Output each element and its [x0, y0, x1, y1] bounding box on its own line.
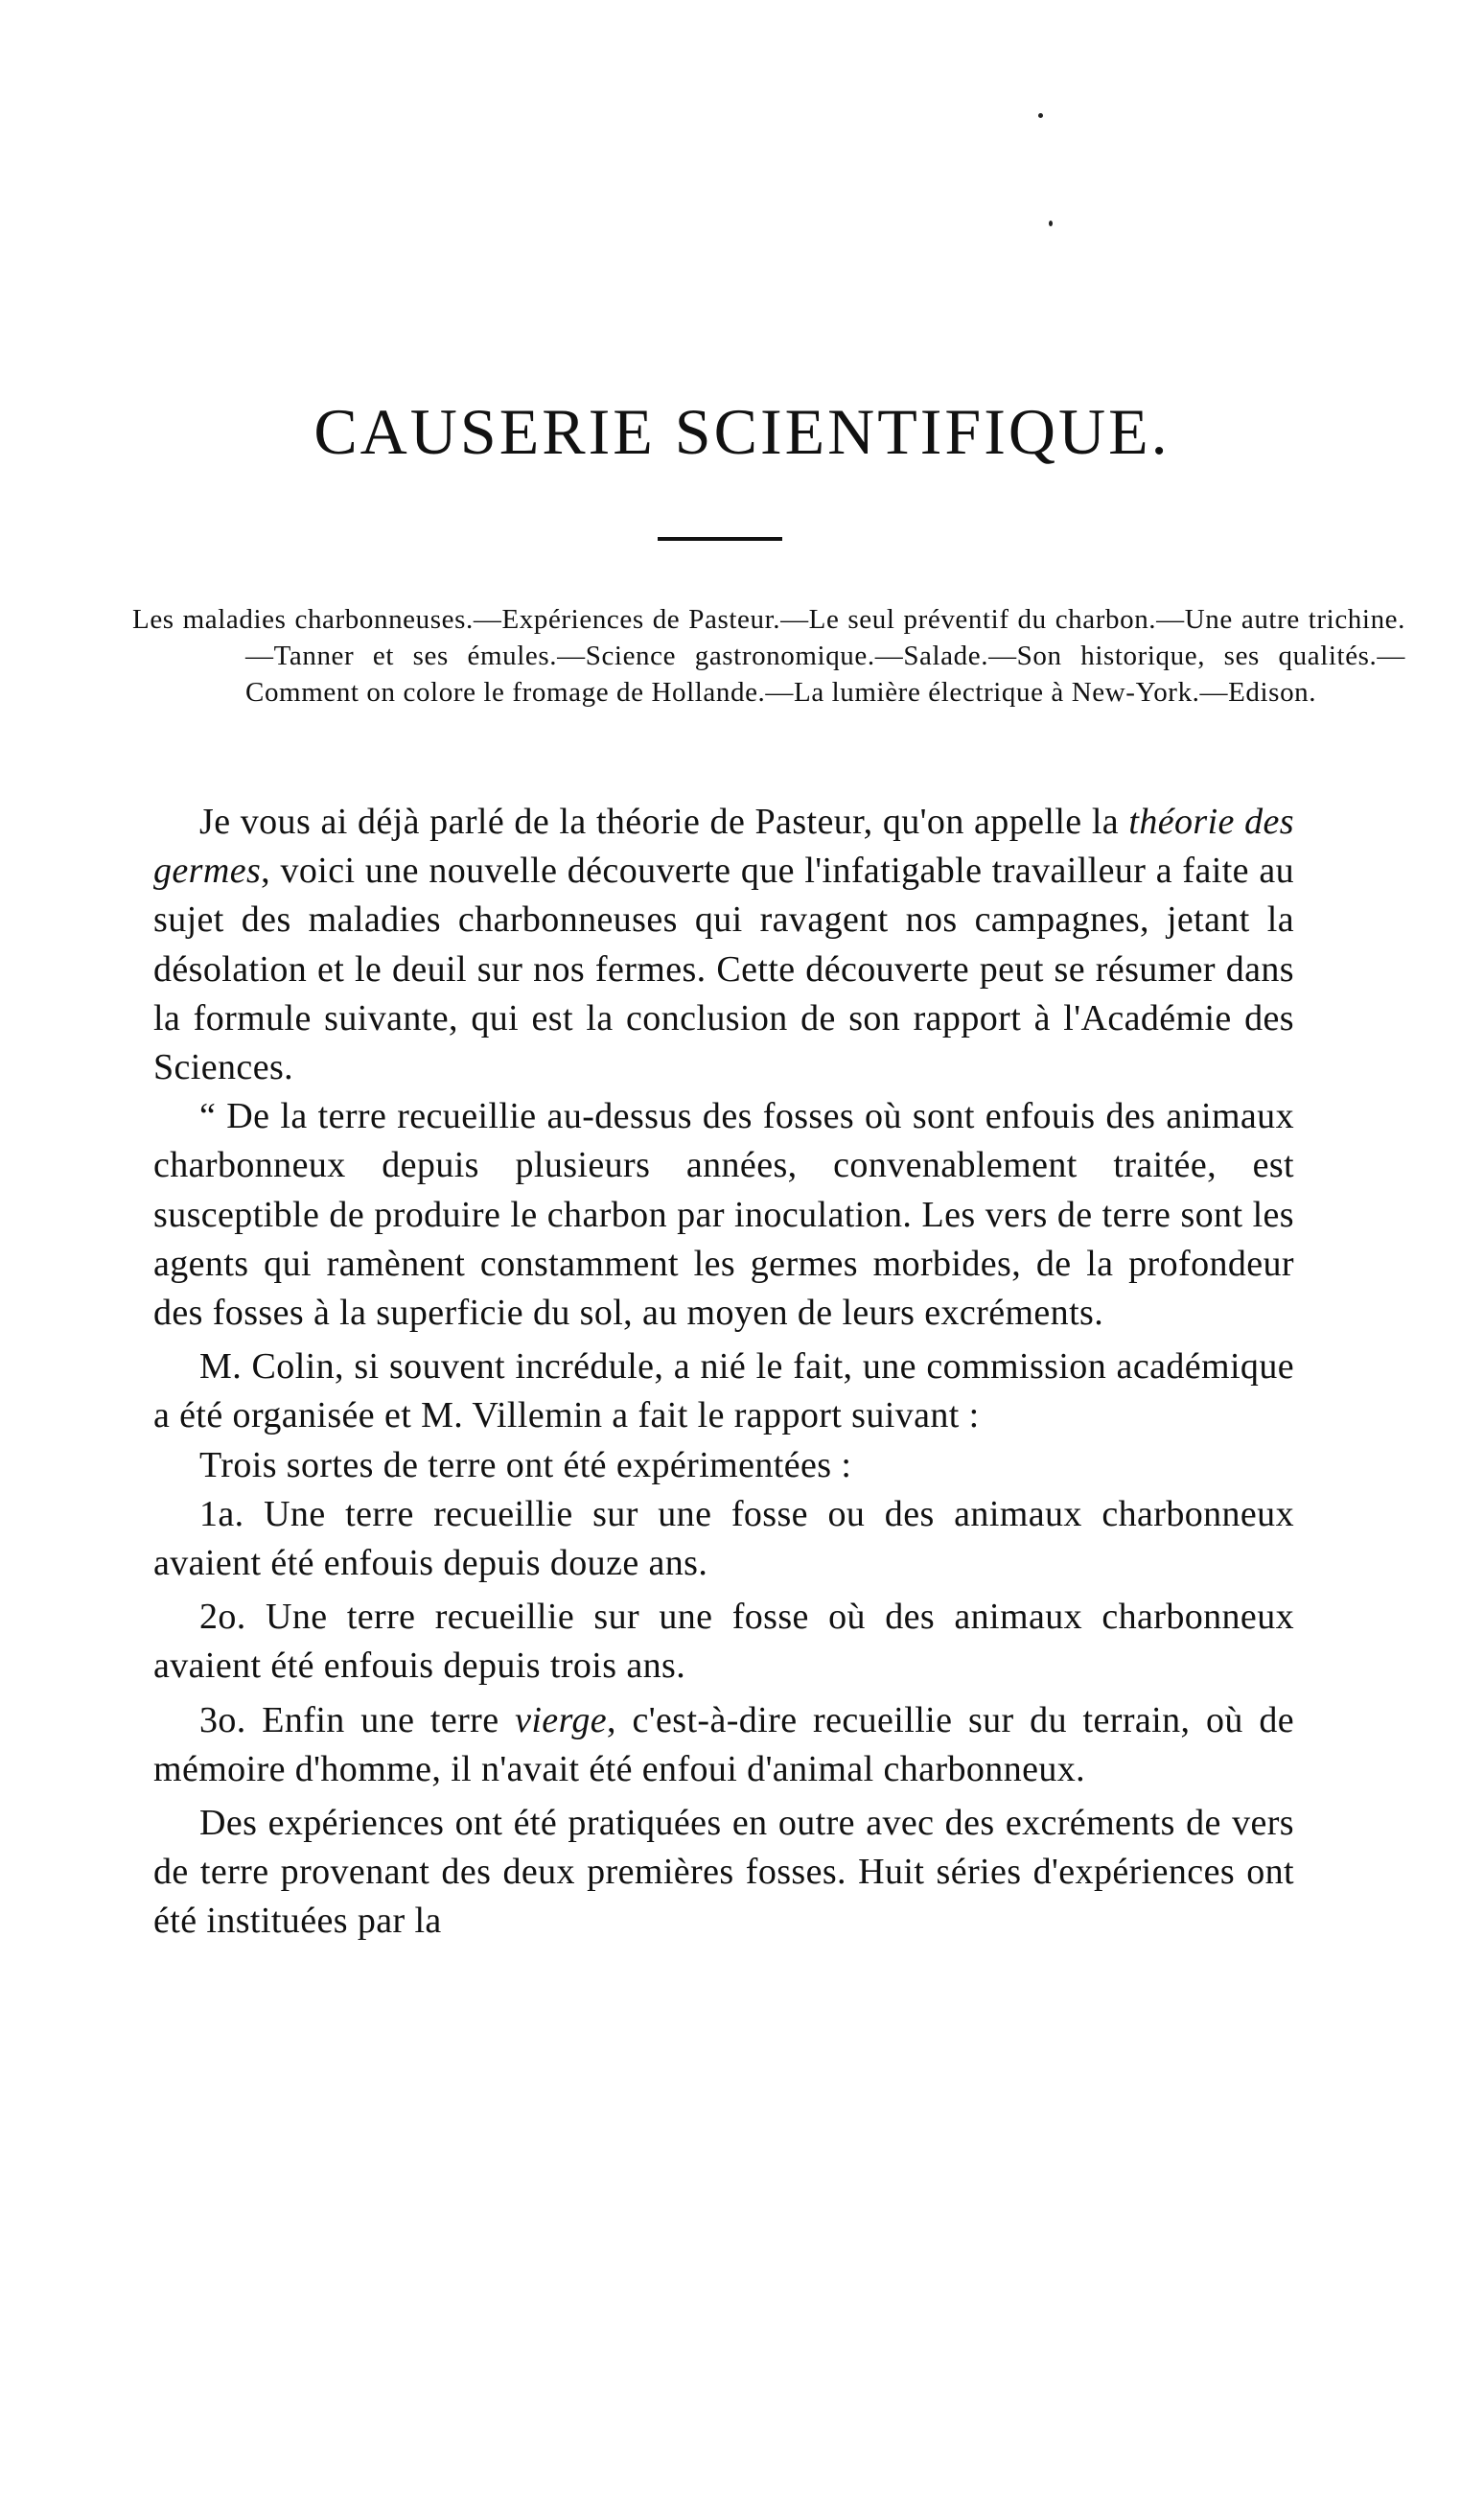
- chapter-summary: Les maladies charbonneuses.—Expériences de Pasteur.—Le seul préventif du charbon.—Une autre trichine.—Tanner et ses émules.—Science gastronomique.—Salade.—Son historique, ses qualités.—Comment on colore le fromage de Hollande.—La lumière électrique à New-York.—Edison.: [132, 604, 1405, 708]
- list-item-3-text-a: 3o. Enfin une terre: [199, 1699, 516, 1740]
- title-rule: [658, 537, 782, 541]
- list-item-3-text-b: , c'est-à-dire recueillie sur du terrain, où de mémoire d'homme, il n'avait été enfoui d'animal charbonneux.: [153, 1699, 1295, 1789]
- page-title: CAUSERIE SCIENTIFIQUE.: [313, 395, 1171, 468]
- body-text: [153, 798, 1294, 1947]
- list-item-3: [153, 1696, 1294, 1794]
- paragraph-4: Trois sortes de terre ont été expérimentées :: [199, 1444, 852, 1485]
- paragraph-1: [153, 798, 1294, 1092]
- paragraph-1-emphasis: théorie des germes: [153, 802, 1294, 892]
- paragraph-1-text-a: Je vous ai déjà parlé de la théorie de Pasteur, qu'on appelle la: [199, 802, 1129, 842]
- list-item-2: 2o. Une terre recueillie sur une fosse où des animaux charbonneux avaient été enfouis depuis trois ans.: [153, 1597, 1294, 1687]
- list-item-3-emphasis: vierge: [515, 1699, 608, 1740]
- paragraph-8: Des expériences ont été pratiquées en outre avec des excréments de vers de terre provenant des deux premières fosses. Huit séries d'expériences ont été instituées par la: [153, 1803, 1294, 1942]
- paragraph-3: M. Colin, si souvent incrédule, a nié le fait, une commission académique a été organisée et M. Villemin a fait le rapport suivant :: [153, 1346, 1294, 1436]
- list-item-1: 1a. Une terre recueillie sur une fosse ou des animaux charbonneux avaient été enfouis depuis douze ans.: [153, 1493, 1294, 1584]
- ink-speck: [1038, 113, 1043, 118]
- ink-speck: [1049, 221, 1053, 226]
- paragraph-2-quote: “ De la terre recueillie au-dessus des fosses où sont enfouis des animaux charbonneux depuis plusieurs années, convenablement traitée, est susceptible de produire le charbon par inoculation. Les vers de terre sont les agents qui ramènent constamment les germes morbides, de la profondeur des fosses à la superficie du sol, au moyen de leurs excréments.: [153, 1096, 1294, 1334]
- paragraph-1-text-b: , voici une nouvelle découverte que l'infatigable travailleur a faite au sujet des maladies charbonneuses qui ravagent nos campagnes, jetant la désolation et le deuil sur nos fermes. Cette découverte peut se résumer dans la formule suivante, qui est la conclusion de son rapport à l'Académie des Sciences.: [153, 851, 1294, 1088]
